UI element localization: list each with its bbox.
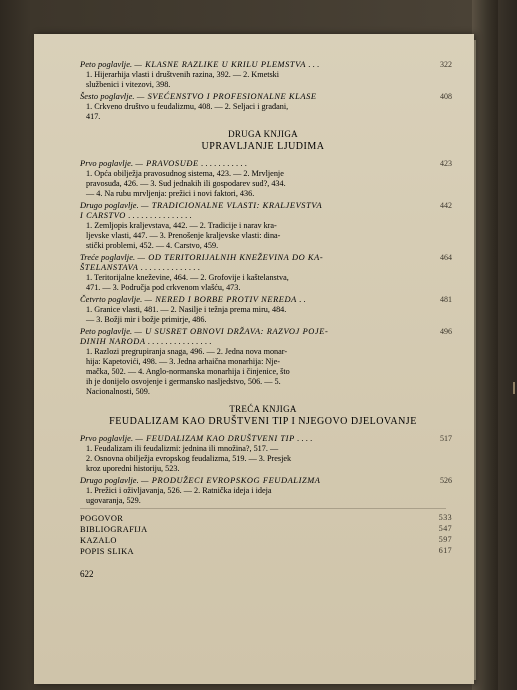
entry-line: mačka, 502. — 4. Anglo-normanska monarhija i činjenice, što: [86, 367, 290, 376]
toc-entry: [80, 92, 452, 122]
divider: [80, 508, 446, 509]
entry-line: 1. Hijerarhija vlasti i društvenih razina, 392. — 2. Kmetski: [86, 70, 280, 79]
chapter-title: — TRADICIONALNE VLASTI: KRALJEVSTVA: [141, 201, 323, 210]
chapter-label: Peto poglavlje.: [80, 60, 133, 69]
page-edge: [474, 40, 476, 680]
book-heading: TREĆA KNJIGA: [229, 404, 297, 414]
chapter-label: Šesto poglavlje.: [80, 92, 135, 101]
entry-line: 2. Osnovna obilježja evropskog feudalizma, 519. — 3. Presjek: [86, 454, 292, 463]
part-heading: UPRAVLJANJE LJUDIMA: [201, 141, 325, 152]
chapter-label: Peto poglavlje.: [80, 327, 133, 336]
page-number: 533: [438, 513, 452, 522]
margin-mark: [513, 382, 515, 394]
chapter-title-cont: ŠTELANSTAVA: [80, 263, 139, 272]
entry-line: 1. Opća obilježja pravosudnog sistema, 423. — 2. Mrvljenje: [86, 169, 284, 178]
chapter-label: Treće poglavlje.: [80, 253, 136, 262]
entry-line: stički problemi, 452. — 4. Carstvo, 459.: [86, 241, 219, 250]
entry-line: 471. — 3. Područja pod crkvenom vlašću, 473.: [86, 283, 241, 292]
table-of-contents: [80, 60, 452, 579]
toc-entry: Prvo poglavlje. — PRAVOSUĐE . . . . . . . . . . . 423 1. Opća obilježja pravosudnog sistema, 423. — 2. Mrvljenje pravosuđa, 426. — 3. Sud jednakih ili gospodarev sud?, 434. — 4. Na rubu mrvljenja: prežici i novi faktori, 436.: [80, 159, 452, 198]
entry-line: 1. Feudalizam ili feudalizmi: jednina ili množina?, 517. —: [86, 444, 279, 453]
part-heading: FEUDALIZAM KAO DRUŠTVENI TIP I NJEGOVO DJELOVANJE: [109, 416, 417, 427]
back-matter-item: [80, 524, 452, 535]
page-number: 597: [438, 535, 452, 544]
entry-line: ljevske vlasti, 447. — 3. Prenošenje kraljevske vlasti: dina-: [86, 231, 281, 240]
entry-line: ih je donijelo osvojenje i germansko nasljedstvo, 506. — 5.: [86, 377, 281, 386]
back-matter-label: POGOVOR: [80, 514, 124, 523]
entry-line: kroz uporedni historiju, 523.: [86, 464, 180, 473]
page-number: 496: [440, 327, 452, 336]
book-heading: DRUGA KNJIGA: [228, 129, 298, 139]
entry-line: 417.: [86, 112, 101, 121]
toc-entry: Drugo poglavlje. — TRADICIONALNE VLASTI: KRALJEVSTVA I CARSTVO . . . . . . . . . . . . . . . 442 1. Zemljopis kraljevstava, 442. — 2. Tradicije i narav kra- ljevske vlasti, 447. — 3. Prenošenje kraljevske vlasti: dina- stički problemi, 452. — 4. Carstvo, 459.: [80, 201, 452, 250]
page-number: 517: [440, 434, 452, 443]
entry-line: — 3. Božji mir i božje primirje, 486.: [86, 315, 207, 324]
page-number: 442: [440, 201, 452, 210]
toc-entry: Peto poglavlje. — KLASNE RAZLIKE U KRILU PLEMSTVA . . . 322 1. Hijerarhija vlasti i društvenih razina, 392. — 2. Kmetski službenici i vitezovi, 398.: [80, 60, 452, 89]
chapter-title: — SVEĆENSTVO I PROFESIONALNE KLASE: [136, 92, 317, 101]
toc-entry: Četvrto poglavlje. — NERED I BORBE PROTIV NEREDA . . 481 1. Granice vlasti, 481. — 2. Nasilje i težnja prema miru, 484. — 3. Božji mir i božje primirje, 486.: [80, 295, 452, 324]
page-number: 617: [438, 546, 452, 555]
chapter-title: — KLASNE RAZLIKE U KRILU PLEMSTVA: [134, 60, 306, 69]
back-matter-item: [80, 513, 452, 524]
chapter-label: Drugo poglavlje.: [80, 476, 139, 485]
entry-line: 1. Prežici i oživljavanja, 526. — 2. Ratnička ideja i ideja: [86, 486, 272, 495]
back-matter-label: POPIS SLIKA: [80, 547, 134, 556]
entry-line: pravosuđa, 426. — 3. Sud jednakih ili gospodarev sud?, 434.: [86, 179, 286, 188]
chapter-title: — NERED I BORBE PROTIV NEREDA: [144, 295, 297, 304]
entry-line: 1. Crkveno društvo u feudalizmu, 408. — 2. Seljaci i građani,: [86, 102, 289, 111]
chapter-label: Prvo poglavlje.: [80, 159, 134, 168]
entry-line: službenici i vitezovi, 398.: [86, 80, 171, 89]
chapter-title: — FEUDALIZAM KAO DRUŠTVENI TIP: [135, 434, 295, 443]
entry-line: 1. Zemljopis kraljevstava, 442. — 2. Tradicije i narav kra-: [86, 221, 277, 230]
page-number: 423: [440, 159, 452, 168]
page-number: 464: [440, 253, 452, 262]
toc-entry: Peto poglavlje. — U SUSRET OBNOVI DRŽAVA: RAZVOJ POJE- DINIH NARODA . . . . . . . . . . . . . . . 496 1. Razlozi pregrupiranja snaga, 496. — 2. Jedna nova monar- hija: Kapetovići, 498. — 3. Jedna arhaična monarhija: Nje- mačka, 502. — 4. Anglo-normanska monarhija i činjenice, što ih je donijelo osvojenje i germansko nasljedstvo, 506. — 5. Nacionalnosti, 509.: [80, 327, 452, 396]
entry-line: hija: Kapetovići, 498. — 3. Jedna arhaična monarhija: Nje-: [86, 357, 280, 366]
page-number: 481: [440, 295, 452, 304]
page-number: 408: [440, 92, 452, 101]
page-folio: 622: [80, 569, 94, 579]
chapter-title: — OD TERITORIJALNIH KNEŽEVINA DO KA-: [137, 253, 324, 262]
entry-line: 1. Razlozi pregrupiranja snaga, 496. — 2. Jedna nova monar-: [86, 347, 288, 356]
page-number: 547: [438, 524, 452, 533]
entry-line: 1. Granice vlasti, 481. — 2. Nasilje i težnja prema miru, 484.: [86, 305, 287, 314]
back-matter-label: KAZALO: [80, 536, 117, 545]
page-number: 526: [440, 476, 452, 485]
chapter-title: — PRODUŽECI EVROPSKOG FEUDALIZMA: [141, 476, 321, 485]
chapter-title: — U SUSRET OBNOVI DRŽAVA: RAZVOJ POJE-: [134, 327, 329, 336]
chapter-title: — PRAVOSUĐE: [135, 159, 199, 168]
entry-line: Nacionalnosti, 509.: [86, 387, 150, 396]
entry-line: 1. Teritorijalne kneževine, 464. — 2. Grofovije i kaštelanstva,: [86, 273, 289, 282]
chapter-title-cont: DINIH NARODA: [80, 337, 146, 346]
toc-entry: [80, 476, 452, 506]
back-matter-label: BIBLIOGRAFIJA: [80, 525, 148, 534]
entry-line: ugovaranja, 529.: [86, 496, 141, 505]
back-matter-item: [80, 535, 452, 546]
entry-line: — 4. Na rubu mrvljenja: prežici i novi faktori, 436.: [86, 189, 255, 198]
back-matter-item: [80, 546, 452, 557]
page-number: 322: [440, 60, 452, 69]
chapter-label: Prvo poglavlje.: [80, 434, 134, 443]
chapter-title-cont: I CARSTVO: [80, 211, 126, 220]
toc-entry: Treće poglavlje. — OD TERITORIJALNIH KNEŽEVINA DO KA- ŠTELANSTAVA . . . . . . . . . . . . . . 464 1. Teritorijalne kneževine, 464. — 2. Grofovije i kaštelanstva, 471. — 3. Područja pod crkvenom vlašću, 473.: [80, 253, 452, 292]
chapter-label: Drugo poglavlje.: [80, 201, 139, 210]
toc-entry: Prvo poglavlje. — FEUDALIZAM KAO DRUŠTVENI TIP . . . . 517 1. Feudalizam ili feudalizmi: jednina ili množina?, 517. — 2. Osnovna obilježja evropskog feudalizma, 519. — 3. Presjek kroz uporedni historiju, 523.: [80, 434, 452, 473]
chapter-label: Četvrto poglavlje.: [80, 295, 143, 304]
